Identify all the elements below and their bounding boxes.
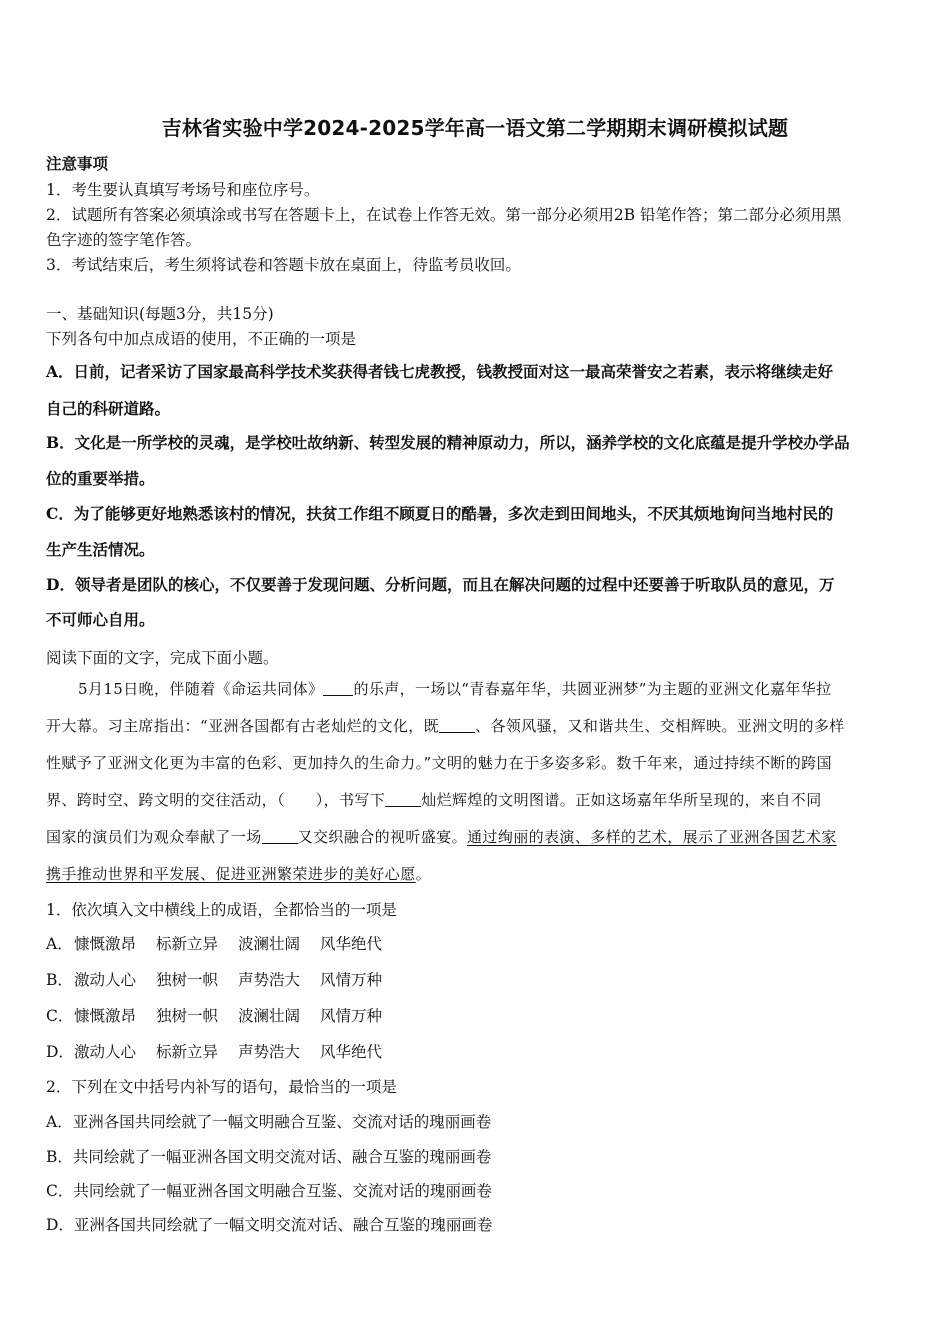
passage-text: 国家的演员们为观众奉献了一场 (46, 828, 262, 846)
q2-stem: 2．下列在文中括号内补写的语句，最恰当的一项是 (46, 1078, 397, 1096)
passage-text: 的乐声，一场以“青春嘉年华，共圆亚洲梦”为主题的亚洲文化嘉年华拉 (353, 680, 832, 698)
q1-option-a (46, 932, 402, 954)
q1-option-d (46, 1040, 402, 1062)
q1-word: 标新立异 (156, 935, 219, 953)
passage-line-6 (46, 863, 906, 884)
passage-line-2 (46, 715, 906, 736)
q1-word: 风华绝代 (320, 935, 383, 953)
q1-word: 激动人心 (74, 971, 137, 989)
passage-line-1 (78, 678, 906, 699)
q1-word: 声势浩大 (238, 971, 301, 989)
option-d-line1 (46, 573, 906, 595)
blank-3 (385, 791, 421, 807)
option-b-line1 (46, 431, 906, 453)
q1-option-label: D． (46, 1043, 74, 1061)
q1-option-c (46, 1004, 402, 1026)
option-c-label: C． (46, 504, 74, 523)
q1-word: 激动人心 (74, 1043, 137, 1061)
q1-stem: 1．依次填入文中横线上的成语，全都恰当的一项是 (46, 901, 397, 919)
option-b-text: 文化是一所学校的灵魂，是学校吐故纳新、转型发展的精神原动力，所以，涵养学校的文化底蕴是提升学校办学品 (74, 433, 850, 452)
blank-4 (262, 828, 298, 844)
question-stem: 下列各句中加点成语的使用，不正确的一项是 (46, 330, 357, 348)
q1-option-label: B． (46, 971, 73, 989)
q1-word: 慷慨激昂 (74, 1007, 137, 1025)
passage-line-3: 性赋予了亚洲文化更为丰富的色彩、更加持久的生命力。”文明的魅力在于多姿多彩。数千年来，通过持续不断的跨国 (46, 754, 832, 772)
q2-option-d: D．亚洲各国共同绘就了一幅文明交流对话、融合互鉴的瑰丽画卷 (46, 1216, 493, 1234)
section-heading: 一、基础知识(每题3分，共15分) (46, 305, 274, 323)
q1-word: 独树一帜 (156, 971, 219, 989)
passage-text: 5月15日晚，伴随着《命运共同体》 (78, 680, 324, 698)
passage-text: 开大幕。习主席指出：“亚洲各国都有古老灿烂的文化，既 (46, 717, 440, 735)
option-c-line2: 生产生活情况。 (46, 540, 155, 559)
q1-word: 风情万种 (320, 971, 383, 989)
q2-option-c: C．共同绘就了一幅亚洲各国文明融合互鉴、交流对话的瑰丽画卷 (46, 1182, 492, 1200)
q1-word: 独树一帜 (156, 1007, 219, 1025)
blank-2 (439, 717, 475, 733)
option-a-text: 日前，记者采访了国家最高科学技术奖获得者钱七虎教授，钱教授面对这一最高荣誉安之若素，表示将继续走好 (73, 362, 834, 381)
q2-option-b: B．共同绘就了一幅亚洲各国文明交流对话、融合互鉴的瑰丽画卷 (46, 1148, 492, 1166)
passage-line-5 (46, 826, 906, 847)
underlined-sentence: 通过绚丽的表演、多样的艺术，展示了亚洲各国艺术家 (467, 828, 837, 846)
notice-item-1: 1．考生要认真填写考场号和座位序号。 (46, 181, 320, 199)
option-c-line1 (46, 502, 906, 524)
option-a-label: A． (46, 362, 74, 381)
passage-text: 、各领风骚，又和谐共生、交相辉映。亚洲文明的多样 (475, 717, 845, 735)
option-c-text: 为了能够更好地熟悉该村的情况，扶贫工作组不顾夏日的酷暑，多次走到田间地头，不厌其烦地询问当地村民的 (73, 504, 834, 523)
option-b-line2: 位的重要举措。 (46, 469, 155, 488)
q1-word: 慷慨激昂 (74, 935, 137, 953)
option-a-line2: 自己的科研道路。 (46, 399, 171, 418)
q1-word: 波澜壮阔 (238, 935, 301, 953)
q1-option-b (46, 968, 402, 990)
notice-item-3: 3．考试结束后，考生须将试卷和答题卡放在桌面上，待监考员收回。 (46, 256, 521, 274)
passage-text: 界、跨时空、跨文明的交往活动，（ ），书写下 (46, 791, 386, 809)
option-a-line1 (46, 360, 906, 382)
option-d-line2: 不可师心自用。 (46, 610, 155, 629)
notice-item-2a: 2．试题所有答案必须填涂或书写在答题卡上，在试卷上作答无效。第一部分必须用2B 铅笔作答；第二部分必须用黑 (46, 206, 842, 224)
q1-word: 标新立异 (156, 1043, 219, 1061)
passage-text: 。 (415, 865, 432, 883)
q1-word: 风情万种 (320, 1007, 383, 1025)
notice-heading: 注意事项 (46, 154, 109, 173)
q1-word: 波澜壮阔 (238, 1007, 301, 1025)
page-title: 吉林省实验中学2024-2025学年高一语文第二学期期末调研模拟试题 (161, 116, 789, 140)
reading-intro: 阅读下面的文字，完成下面小题。 (46, 649, 279, 667)
option-d-text: 领导者是团队的核心，不仅要善于发现问题、分析问题，而且在解决问题的过程中还要善于听取队员的意见，万 (74, 575, 835, 594)
passage-line-4 (46, 789, 906, 810)
notice-item-2b: 色字迹的签字笔作答。 (46, 231, 202, 249)
q1-word: 声势浩大 (238, 1043, 301, 1061)
q2-option-a: A．亚洲各国共同绘就了一幅文明融合互鉴、交流对话的瑰丽画卷 (46, 1113, 492, 1131)
q1-option-label: C． (46, 1007, 74, 1025)
q1-word: 风华绝代 (320, 1043, 383, 1061)
option-d-label: D． (46, 575, 75, 594)
blank-1 (323, 680, 353, 696)
option-b-label: B． (46, 433, 75, 452)
passage-text: 灿烂辉煌的文明图谱。正如这场嘉年华所呈现的，来自不同 (421, 791, 822, 809)
passage-text: 又交织融合的视听盛宴。 (297, 828, 468, 846)
underlined-sentence: 携手推动世界和平发展、促进亚洲繁荣进步的美好心愿 (46, 865, 416, 883)
q1-option-label: A． (46, 935, 73, 953)
